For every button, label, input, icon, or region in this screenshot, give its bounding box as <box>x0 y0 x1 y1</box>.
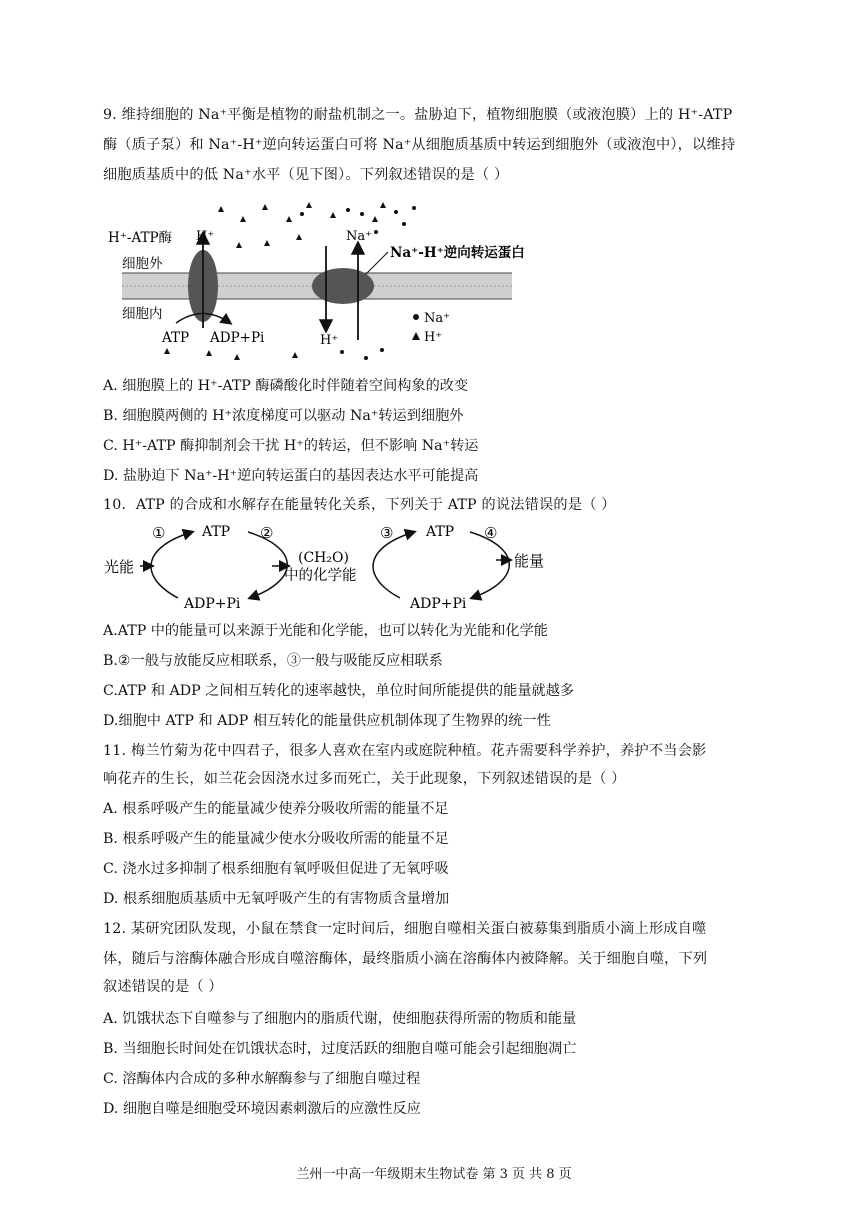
inside-particles <box>164 348 384 360</box>
energy-label: 能量 <box>514 552 545 570</box>
q9-stem-line-2: 酶（质子泵）和 Na⁺-H⁺逆向转运蛋白可将 Na⁺从细胞质基质中转运到细胞外（或液泡中），以维持 <box>103 137 736 153</box>
adp-right-label: ADP+Pi <box>410 596 467 612</box>
q12-option-d: D. 细胞自噬是细胞受环境因素刺激后的应激性反应 <box>103 1101 421 1117</box>
q11-option-c: C. 浇水过多抑制了根系细胞有氧呼吸但促进了无氧呼吸 <box>103 861 449 877</box>
q10-option-b: B.②一般与放能反应相联系，③一般与吸能反应相联系 <box>103 653 443 669</box>
h-atpase-label: H⁺-ATP酶 <box>108 230 173 246</box>
na-plus-top-label: Na⁺ <box>346 229 372 244</box>
circle-2-label: ② <box>260 524 274 542</box>
q9-stem-line-1: 9. 维持细胞的 Na⁺平衡是植物的耐盐机制之一。盐胁迫下，植物细胞膜（或液泡膜）上的 H⁺-ATP <box>103 107 733 123</box>
atp-left-label: ATP <box>202 524 231 540</box>
q10-option-d: D.细胞中 ATP 和 ADP 相互转化的能量供应机制体现了生物界的统一性 <box>103 713 551 729</box>
q11-stem-line-2: 响花卉的生长，如兰花会因浇水过多而死亡，关于此现象，下列叙述错误的是（ ） <box>103 771 626 787</box>
circle-3-label: ③ <box>380 524 394 542</box>
inside-label: 细胞内 <box>122 306 163 322</box>
q9-option-b: B. 细胞膜两侧的 H⁺浓度梯度可以驱动 Na⁺转运到细胞外 <box>103 408 464 424</box>
q12-option-b: B. 当细胞长时间处在饥饿状态时，过度活跃的细胞自噬可能会引起细胞凋亡 <box>103 1041 577 1057</box>
chem-energy-label: 中的化学能 <box>284 568 357 584</box>
circle-4-label: ④ <box>484 524 498 542</box>
h-plus-bottom-label: H⁺ <box>320 333 339 348</box>
outside-label: 细胞外 <box>122 256 163 272</box>
q10-atp-cycle-diagram <box>100 518 570 614</box>
atp-right-label: ATP <box>426 524 455 540</box>
q12-option-c: C. 溶酶体内合成的多种水解酶参与了细胞自噬过程 <box>103 1071 421 1087</box>
q9-option-a: A. 细胞膜上的 H⁺-ATP 酶磷酸化时伴随着空间构象的改变 <box>103 378 469 394</box>
q11-option-d: D. 根系细胞质基质中无氧呼吸产生的有害物质含量增加 <box>103 891 450 907</box>
antiporter-label: Na⁺-H⁺逆向转运蛋白 <box>390 245 525 261</box>
page-footer: 兰州一中高一年级期末生物试卷 第 3 页 共 8 页 <box>296 1167 572 1182</box>
adp-pi-label: ADP+Pi <box>210 330 265 346</box>
q9-option-d: D. 盐胁迫下 Na⁺-H⁺逆向转运蛋白的基因表达水平可能提高 <box>103 468 479 484</box>
q12-stem-line-2: 体，随后与溶酶体融合形成自噬溶酶体，最终脂质小滴在溶酶体内被降解。关于细胞自噬，下列 <box>103 951 708 967</box>
legend-na-label: Na⁺ <box>424 311 450 326</box>
legend-h-label: H⁺ <box>424 330 443 345</box>
light-energy-label: 光能 <box>104 558 135 576</box>
na-h-antiporter-protein <box>312 268 374 304</box>
adp-left-label: ADP+Pi <box>184 596 241 612</box>
circle-1-label: ① <box>152 524 166 542</box>
q10-option-a: A.ATP 中的能量可以来源于光能和化学能，也可以转化为光能和化学能 <box>103 623 548 639</box>
q9-membrane-diagram <box>100 200 580 368</box>
legend <box>412 311 450 345</box>
atp-label: ATP <box>162 330 190 346</box>
q12-option-a: A. 饥饿状态下自噬参与了细胞内的脂质代谢，使细胞获得所需的物质和能量 <box>103 1011 577 1027</box>
h-plus-top-label: H⁺ <box>196 229 215 244</box>
q12-stem-line-3: 叙述错误的是（ ） <box>103 979 223 995</box>
q11-option-a: A. 根系呼吸产生的能量减少使养分吸收所需的能量不足 <box>103 801 449 817</box>
q10-stem-line-1: 10．ATP 的合成和水解存在能量转化关系，下列关于 ATP 的说法错误的是（ ） <box>103 497 616 513</box>
q12-stem-line-1: 12. 某研究团队发现，小鼠在禁食一定时间后，细胞自噬相关蛋白被募集到脂质小滴上形成自噬 <box>103 921 707 937</box>
q9-stem-line-3: 细胞质基质中的低 Na⁺水平（见下图）。下列叙述错误的是（ ） <box>103 167 509 183</box>
q10-option-c: C.ATP 和 ADP 之间相互转化的速率越快，单位时间所能提供的能量就越多 <box>103 683 575 699</box>
ch2o-label: (CH₂O) <box>298 550 349 566</box>
q11-option-b: B. 根系呼吸产生的能量减少使水分吸收所需的能量不足 <box>103 831 449 847</box>
outside-particles <box>218 202 416 248</box>
q11-stem-line-1: 11. 梅兰竹菊为花中四君子，很多人喜欢在室内或庭院种植。花卉需要科学养护，养护不当会影 <box>103 743 707 759</box>
q9-option-c: C. H⁺-ATP 酶抑制剂会干扰 H⁺的转运，但不影响 Na⁺转运 <box>103 438 479 454</box>
